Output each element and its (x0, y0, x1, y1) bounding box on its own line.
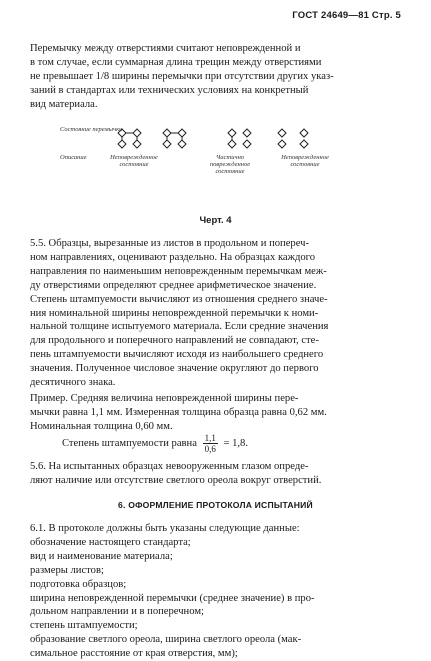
text-line: не превышает 1/8 ширины перемычки при отсутствии других указ- (30, 70, 334, 82)
fraction-numerator: 1,1 (204, 433, 216, 443)
figure-label: Частично поврежденное состояние (209, 154, 251, 175)
text-line: симальное расстояние от края отверстия, мм); (30, 648, 238, 660)
text-line: вид и наименование материала; (30, 550, 173, 562)
text-line: для продольного и поперечного направлений не совпадают, сте- (30, 335, 319, 347)
text-line: Номинальная толщина 0,60 мм. (30, 420, 173, 432)
example-paragraph (30, 392, 401, 434)
text-line: Степень штампуемости вычисляют из отношения среднего значе- (30, 293, 328, 305)
formula-result: = 1,8. (223, 437, 248, 449)
text-line: нальной толщине испытуемого материала. Если средние значения (30, 321, 329, 333)
section-6-1 (30, 522, 401, 661)
text-line: значения. Полученное числовое значение округляют до первого (30, 363, 319, 375)
formula (62, 433, 248, 454)
text-line: направления по наименьшим неповрежденным перемычкам меж- (30, 265, 327, 277)
text-line: 5.6. На испытанных образцах невооруженным глазом опреде- (30, 461, 309, 472)
text-line: обозначение настоящего стандарта; (30, 536, 191, 548)
figure-label: Неповрежденное состояние (281, 154, 329, 168)
figure-row-label: Состояние перемычки (60, 126, 123, 133)
text-line: размеры листов; (30, 564, 104, 576)
text-line: заний в стандартах или технических условиях на конкретный (30, 84, 309, 96)
text-line: ду отверстиями определяют среднее арифметическое значение. (30, 279, 317, 291)
text-line: Перемычку между отверстиями считают неповрежденной и (30, 43, 301, 54)
text-line: 6.1. В протоколе должны быть указаны следующие данные: (30, 523, 300, 534)
text-line: ширина неповрежденной перемычки (среднее значение) в про- (30, 592, 315, 604)
section-5-5 (30, 237, 401, 390)
figure-caption: Черт. 4 (199, 215, 232, 226)
figure-4 (60, 124, 350, 194)
text-line: Пример. Средняя величина неповрежденной ширины пере- (30, 393, 299, 404)
text-line: пень штампуемости вычисляют исходя из наибольшего среднего (30, 349, 324, 361)
text-line: в том случае, если суммарная длина трещин между отверстиями (30, 56, 322, 68)
text-line: образование светлого ореола, ширина светлого ореола (мак- (30, 634, 302, 646)
text-line: дольном направлении и в поперечном; (30, 606, 204, 618)
text-line: подготовка образцов; (30, 578, 127, 590)
fraction-denominator: 0,6 (204, 444, 216, 454)
intro-paragraph (30, 42, 401, 112)
section-5-6 (30, 460, 401, 488)
figure-label: Неповрежденное состояние (110, 154, 158, 168)
section-6-title: 6. ОФОРМЛЕНИЕ ПРОТОКОЛА ИСПЫТАНИЙ (118, 500, 313, 510)
text-line: 5.5. Образцы, вырезанные из листов в продольном и попереч- (30, 238, 310, 249)
page-header: ГОСТ 24649—81 Стр. 5 (292, 10, 401, 21)
formula-fraction (203, 433, 218, 454)
formula-prefix: Степень штампуемости равна (62, 437, 197, 449)
text-line: мычки равна 1,1 мм. Измеренная толщина образца равна 0,62 мм. (30, 406, 327, 418)
text-line: вид материала. (30, 98, 98, 110)
figure-label: Описание (60, 154, 87, 161)
text-line: ном направлениях, оценивают раздельно. На образцах каждого (30, 251, 316, 263)
text-line: десятичного знака. (30, 377, 116, 389)
text-line: степень штампуемости; (30, 620, 138, 632)
text-line: ния номинальной ширины неповрежденной перемычки к номи- (30, 307, 319, 319)
text-line: ляют наличие или отсутствие светлого ореола вокруг отверстий. (30, 474, 322, 486)
